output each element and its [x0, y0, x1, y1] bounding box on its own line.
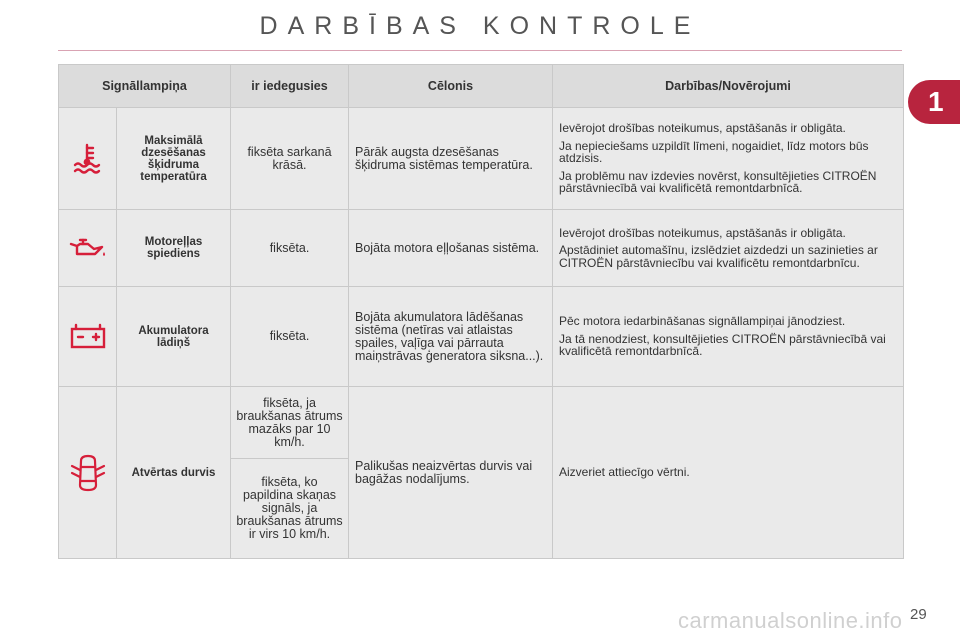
table-row: [59, 108, 904, 210]
warning-light-actions: [553, 387, 904, 559]
table-row: [59, 387, 904, 459]
title-divider: [58, 50, 902, 51]
action-text: Ja nepieciešams uzpildīt līmeni, nogaidiet, līdz motors būs atdzisis.: [559, 138, 869, 166]
warning-light-actions: [553, 108, 904, 210]
page-number: 29: [910, 606, 927, 623]
battery-icon: [59, 287, 117, 387]
warning-light-name: Maksimālā dzesēšanas šķidruma temperatūra: [117, 108, 231, 210]
header-cause: Cēlonis: [349, 65, 553, 108]
header-state: ir iedegusies: [231, 65, 349, 108]
header-actions: Darbības/Novērojumi: [553, 65, 904, 108]
table-row: [59, 210, 904, 287]
warning-light-name: Atvērtas durvis: [117, 387, 231, 559]
warning-light-name: Akumulatora lādiņš: [117, 287, 231, 387]
table-row: [59, 287, 904, 387]
warning-light-name: Motoreļļas spiediens: [117, 210, 231, 287]
warning-lights-table: [58, 64, 904, 559]
action-text: Pēc motora iedarbināšanas signāllampiņai jānodziest.: [559, 314, 846, 329]
action-text: Apstādiniet automašīnu, izslēdziet aizdedzi un sazinieties ar CITROËN pārstāvniecību vai kvalificētu remontdarbnīcu.: [559, 243, 878, 270]
warning-light-cause: Palikušas neaizvērtas durvis vai bagāžas nodalījums.: [349, 387, 553, 559]
header-warning-light: Signāllampiņa: [59, 65, 231, 108]
door-open-icon: [59, 387, 117, 559]
warning-light-state: fiksēta, ja braukšanas ātrums mazāks par 10 km/h.: [231, 387, 349, 459]
action-text: Ievērojot drošības noteikumus, apstāšanās ir obligāta.: [559, 225, 846, 240]
warning-light-state: fiksēta, ko papildina skaņas signāls, ja braukšanas ātrums ir virs 10 km/h.: [231, 459, 349, 559]
page-title: DARBĪBAS KONTROLE: [259, 12, 701, 40]
chapter-tab: 1: [908, 80, 960, 124]
action-text: Ievērojot drošības noteikumus, apstāšanās ir obligāta.: [559, 121, 846, 136]
watermark: carmanualsonline.info: [678, 608, 903, 633]
warning-light-cause: Pārāk augsta dzesēšanas šķidruma sistēmas temperatūra.: [349, 108, 553, 210]
table-header-row: [59, 65, 904, 108]
oil-pressure-icon: [59, 210, 117, 287]
warning-light-actions: [553, 287, 904, 387]
coolant-temperature-icon: [59, 108, 117, 210]
action-text: Ja tā nenodziest, konsultējieties CITROËN pārstāvniecībā vai kvalificētā remontdarbnīcā.: [559, 331, 886, 359]
warning-light-cause: Bojāta motora eļļošanas sistēma.: [349, 210, 553, 287]
action-text: Aizveriet attiecīgo vērtni.: [559, 465, 690, 480]
warning-light-state: fiksēta sarkanā krāsā.: [231, 108, 349, 210]
warning-light-state: fiksēta.: [231, 287, 349, 387]
warning-light-state: fiksēta.: [231, 210, 349, 287]
warning-light-cause: Bojāta akumulatora lādēšanas sistēma (netīras vai atlaistas spailes, vaļīga vai pārrauta maiņstrāvas ģeneratora siksna...).: [349, 287, 553, 387]
warning-light-actions: [553, 210, 904, 287]
action-text: Ja problēmu nav izdevies novērst, konsultējieties CITROËN pārstāvniecībā vai kvalificētā remontdarbnīcā.: [559, 168, 877, 196]
